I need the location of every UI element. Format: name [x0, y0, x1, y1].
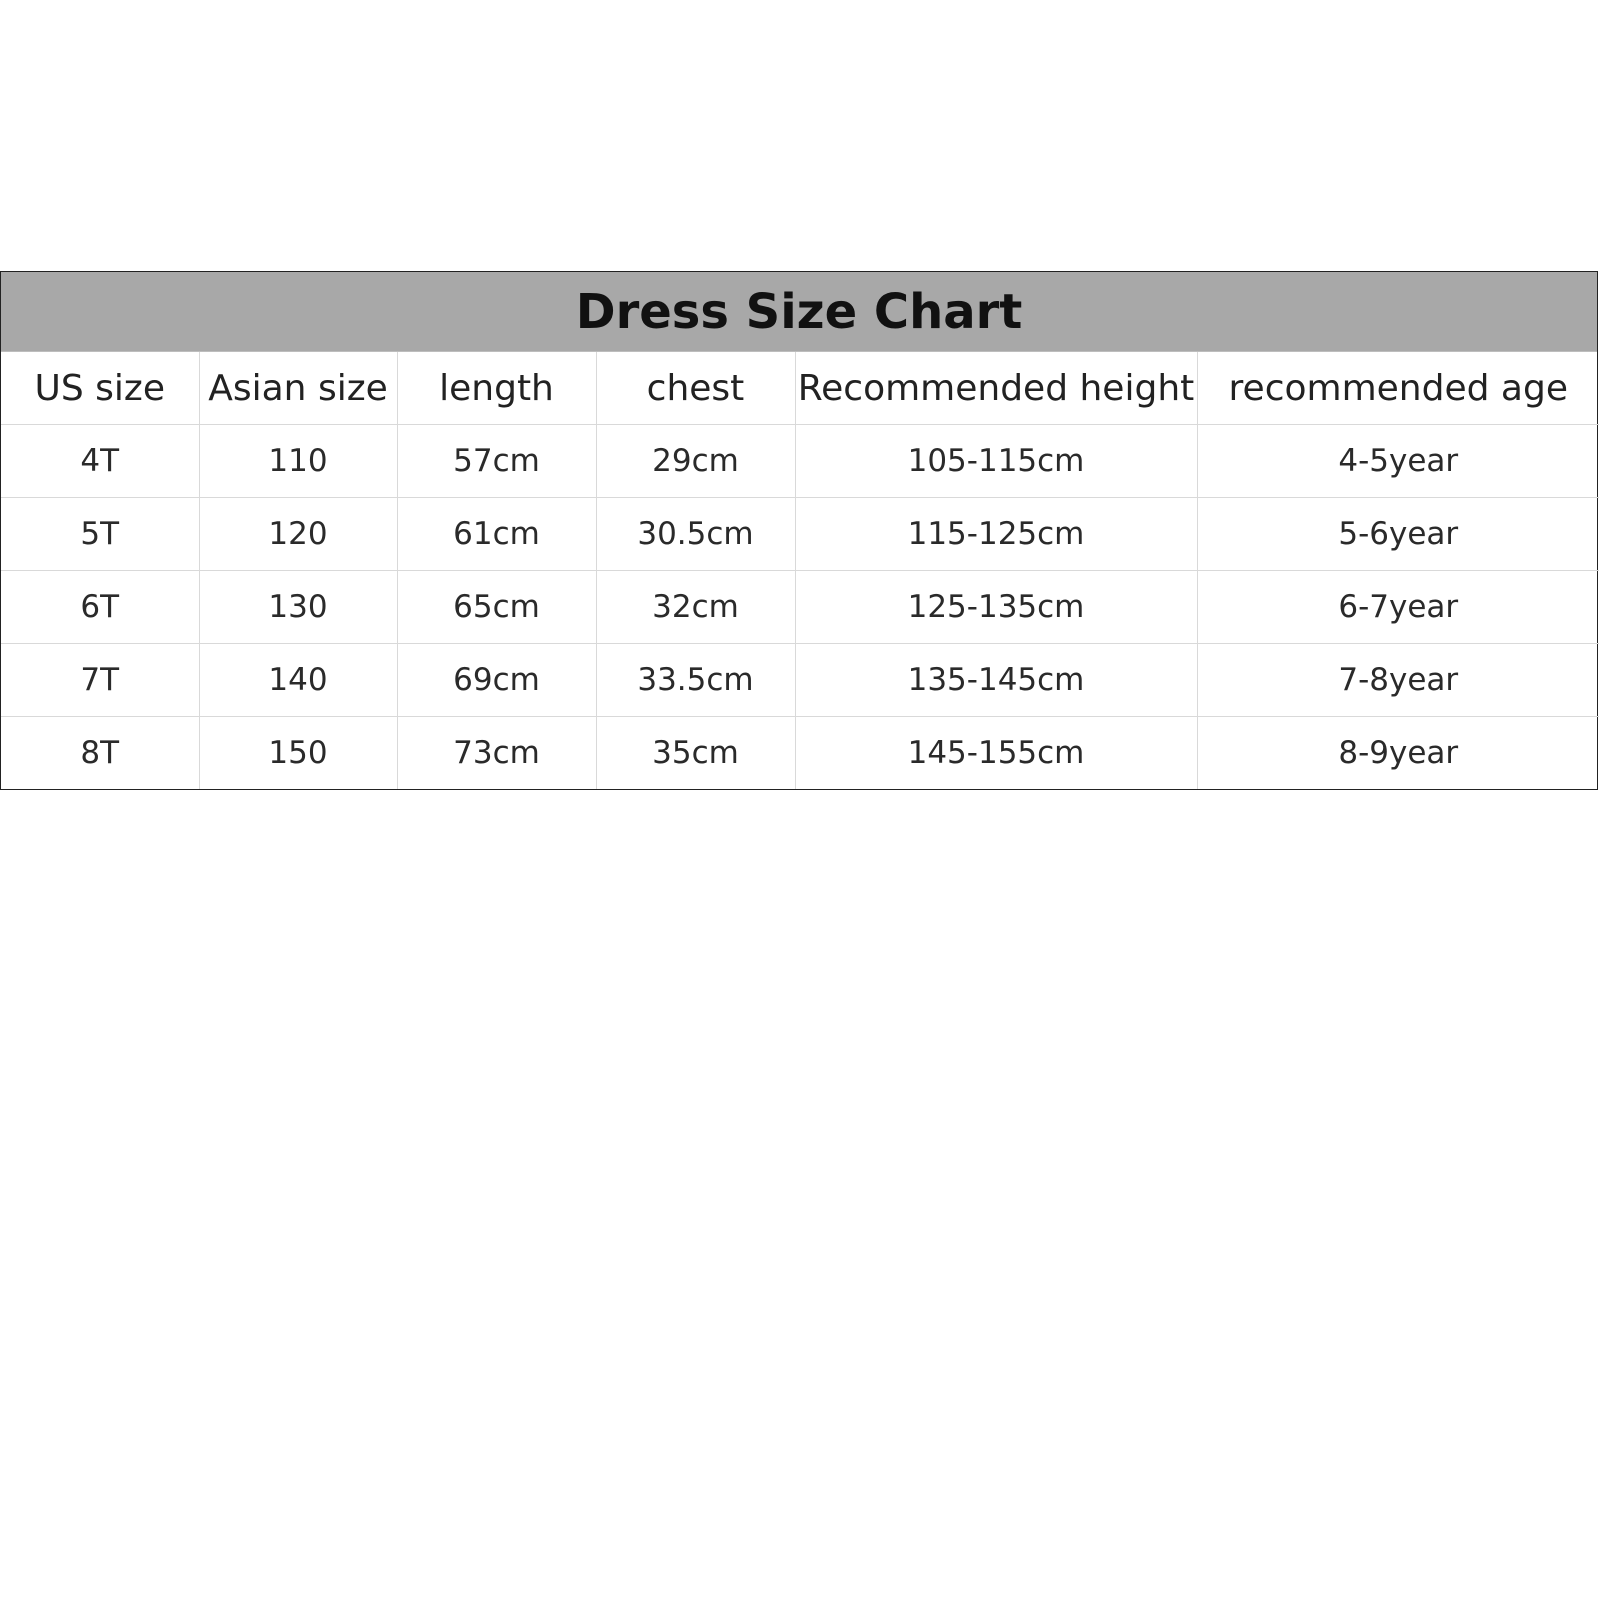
cell-recommended-age: 8-9year	[1338, 735, 1459, 771]
table-row	[1, 644, 1599, 717]
cell-asian-size: 150	[199, 717, 397, 790]
header-recommended-height: Recommended height	[795, 352, 1197, 425]
header-asian-size: Asian size	[199, 352, 397, 425]
cell-length: 69cm	[397, 644, 596, 717]
size-chart	[0, 271, 1598, 790]
cell-recommended-height: 145-155cm	[795, 717, 1197, 790]
header-us-size: US size	[1, 352, 199, 425]
cell-us-size: 4T	[1, 425, 199, 498]
table-row	[1, 717, 1599, 790]
header-recommended-age: recommended age	[1197, 352, 1599, 425]
header-length: length	[397, 352, 596, 425]
table-row	[1, 571, 1599, 644]
cell-us-size: 5T	[1, 498, 199, 571]
cell-length: 61cm	[397, 498, 596, 571]
cell-chest: 29cm	[596, 425, 795, 498]
cell-us-size: 6T	[1, 571, 199, 644]
size-table	[1, 352, 1599, 789]
cell-recommended-age: 6-7year	[1197, 571, 1599, 644]
cell-recommended-age: 4-5year	[1197, 425, 1599, 498]
cell-recommended-height: 135-145cm	[795, 644, 1197, 717]
cell-chest: 32cm	[596, 571, 795, 644]
cell-recommended-height: 105-115cm	[795, 425, 1197, 498]
chart-title: Dress Size Chart	[1, 272, 1597, 352]
cell-us-size: 8T	[1, 717, 199, 790]
header-chest: chest	[596, 352, 795, 425]
cell-recommended-height: 125-135cm	[795, 571, 1197, 644]
cell-asian-size: 110	[199, 425, 397, 498]
cell-chest: 35cm	[596, 717, 795, 790]
cell-length: 57cm	[397, 425, 596, 498]
cell-length: 73cm	[397, 717, 596, 790]
table-row	[1, 498, 1599, 571]
cell-recommended-age: 5-6year	[1197, 498, 1599, 571]
cell-asian-size: 140	[199, 644, 397, 717]
header-row	[1, 352, 1599, 425]
cell-asian-size: 120	[199, 498, 397, 571]
cell-asian-size: 130	[199, 571, 397, 644]
cell-recommended-height: 115-125cm	[795, 498, 1197, 571]
cell-length: 65cm	[397, 571, 596, 644]
cell-chest: 30.5cm	[596, 498, 795, 571]
cell-chest: 33.5cm	[596, 644, 795, 717]
cell-us-size: 7T	[1, 644, 199, 717]
table-row	[1, 425, 1599, 498]
cell-recommended-age: 7-8year	[1197, 644, 1599, 717]
